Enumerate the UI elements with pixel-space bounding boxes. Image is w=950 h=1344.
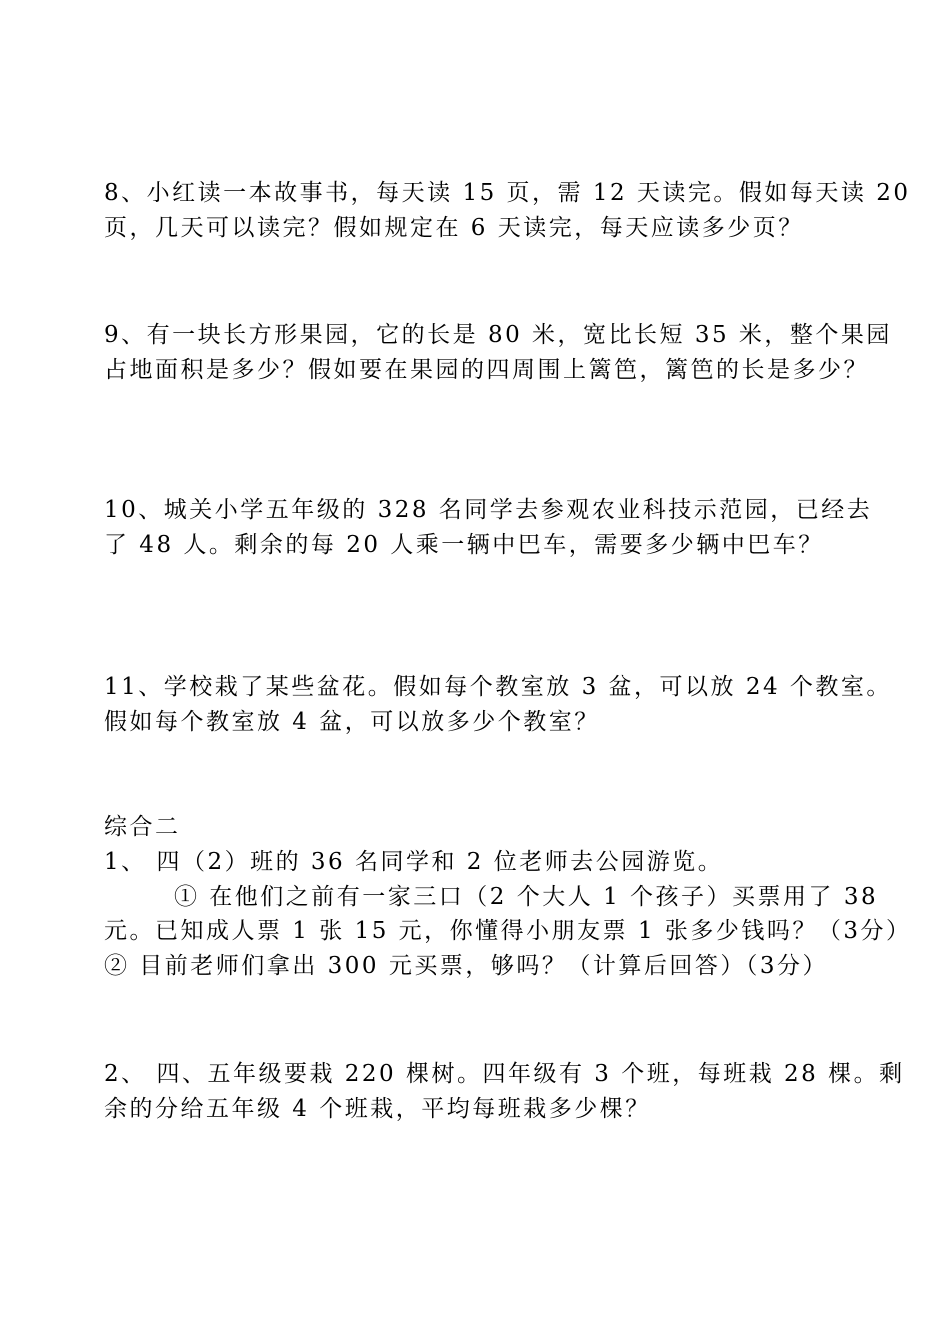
problem-11-line-1: 11、学校栽了某些盆花。假如每个教室放 3 盆，可以放 24 个教室。 xyxy=(104,674,892,700)
problem-11-line-2: 假如每个教室放 4 盆，可以放多少个教室？ xyxy=(104,709,600,735)
question-2-line-1: 2、 四、五年级要栽 220 棵树。四年级有 3 个班，每班栽 28 棵。剩 xyxy=(104,1061,905,1087)
problem-9-line-1: 9、有一块长方形果园，它的长是 80 米，宽比长短 35 米，整个果园 xyxy=(104,322,892,348)
problem-10-line-1: 10、城关小学五年级的 328 名同学去参观农业科技示范园，已经去 xyxy=(104,497,873,523)
problem-9-line-2: 占地面积是多少？假如要在果园的四周围上篱笆，篱笆的长是多少？ xyxy=(104,357,869,383)
problem-8-line-1: 8、小红读一本故事书，每天读 15 页，需 12 天读完。假如每天读 20 xyxy=(104,180,911,206)
question-1-line-2: ① 在他们之前有一家三口（2 个大人 1 个孩子）买票用了 38 xyxy=(174,884,879,910)
question-2-line-2: 余的分给五年级 4 个班栽，平均每班栽多少棵？ xyxy=(104,1096,651,1122)
question-1-line-4: ② 目前老师们拿出 300 元买票，够吗？（计算后回答）（3分） xyxy=(104,953,828,979)
problem-10-line-2: 了 48 人。剩余的每 20 人乘一辆中巴车，需要多少辆中巴车？ xyxy=(104,532,824,558)
section-title: 综合二 xyxy=(104,814,181,840)
question-1-line-1: 1、 四（2）班的 36 名同学和 2 位老师去公园游览。 xyxy=(104,849,724,875)
problem-8-line-2: 页，几天可以读完？假如规定在 6 天读完，每天应读多少页？ xyxy=(104,215,804,241)
question-1-line-3: 元。已知成人票 1 张 15 元，你懂得小朋友票 1 张多少钱吗？（3分） xyxy=(104,918,912,944)
